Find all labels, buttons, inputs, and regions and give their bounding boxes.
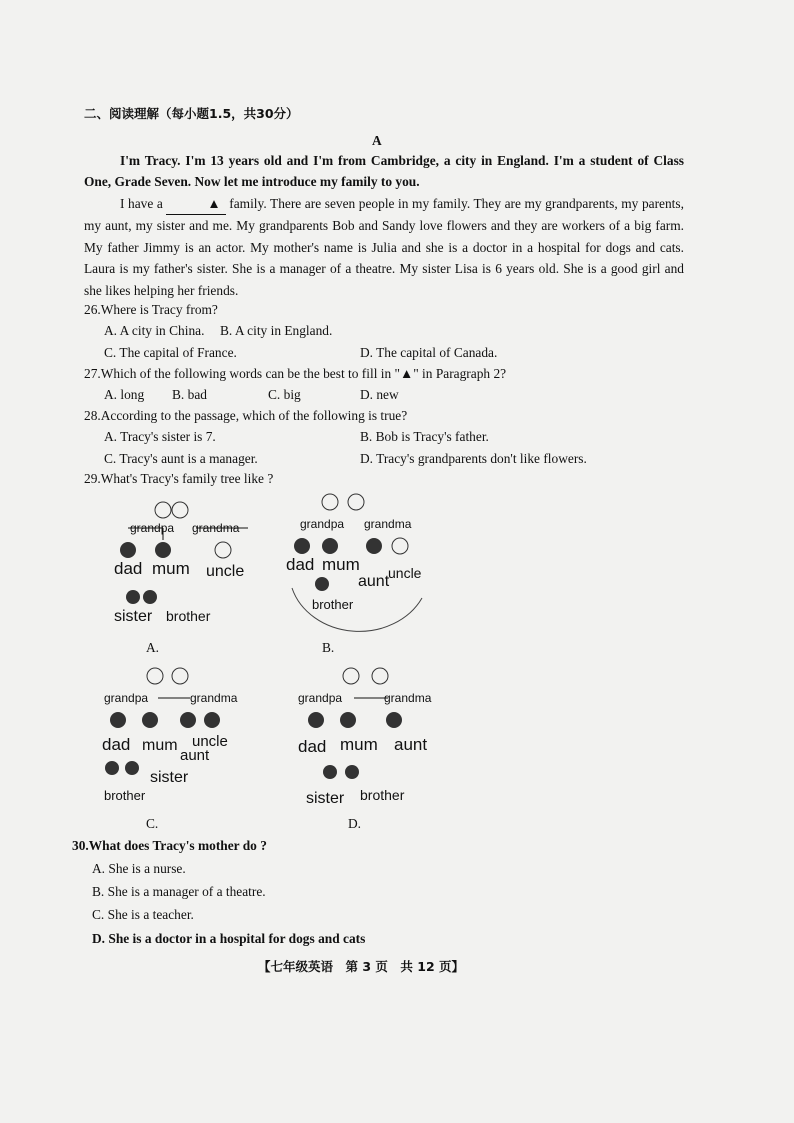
label-grandma: grandma — [190, 691, 238, 705]
q26-option-a: A. A city in China. — [104, 323, 205, 338]
dad-face-icon — [308, 712, 324, 728]
family-tree-c-graphic — [100, 662, 270, 812]
label-grandpa: grandpa — [300, 517, 345, 531]
label-dad: dad — [286, 555, 315, 574]
label-uncle: uncle — [388, 565, 422, 581]
label-grandma: grandma — [192, 521, 240, 535]
label-grandma: grandma — [384, 691, 432, 705]
label-grandpa: grandpa — [104, 691, 149, 705]
passage-label: A — [372, 133, 382, 148]
q26-option-b: B. A city in England. — [220, 323, 333, 338]
passage-paragraph-2 — [84, 193, 684, 301]
dad-face-icon — [110, 712, 126, 728]
section-heading: 二、阅读理解（每小题1.5，共30分） — [84, 106, 299, 121]
label-sister: sister — [306, 790, 345, 807]
grandma-face-icon — [348, 494, 364, 510]
label-mum: mum — [142, 737, 178, 754]
sister-face-icon — [126, 590, 140, 604]
label-sister: sister — [150, 769, 189, 786]
brother-face-icon — [315, 577, 329, 591]
grandma-face-icon — [372, 668, 388, 684]
question-29: 29.What's Tracy's family tree like ? — [84, 471, 274, 486]
label-brother: brother — [104, 788, 146, 803]
label-grandma: grandma — [364, 517, 412, 531]
q27-option-c: C. big — [268, 387, 301, 402]
aunt-face-icon — [386, 712, 402, 728]
label-aunt: aunt — [180, 747, 210, 764]
question-30: 30.What does Tracy's mother do ? — [72, 838, 267, 853]
q28-option-c: C. Tracy's aunt is a manager. — [104, 451, 258, 466]
uncle-face-icon — [215, 542, 231, 558]
grandpa-face-icon — [147, 668, 163, 684]
mum-face-icon — [340, 712, 356, 728]
paragraph-2-start: I have a — [120, 196, 163, 211]
label-brother: brother — [360, 787, 405, 803]
mum-face-icon — [142, 712, 158, 728]
uncle-face-icon — [392, 538, 408, 554]
aunt-face-icon — [204, 712, 220, 728]
sister-face-icon — [323, 765, 337, 779]
q28-option-a: A. Tracy's sister is 7. — [104, 429, 216, 444]
passage-paragraph-1: I'm Tracy. I'm 13 years old and I'm from Cambridge, a city in England. I'm a student of Class One, Grade Seven. Now let me introduce my family to you. — [84, 153, 684, 190]
q30-option-d: D. She is a doctor in a hospital for dogs and cats — [92, 931, 366, 946]
dad-face-icon — [120, 542, 136, 558]
paragraph-2-rest: family. There are seven people in my family. They are my grandparents, my parents, my aunt, my sister and me. My grandparents Bob and Sandy love flowers and they are workers of a big farm. My father Jimmy is an actor. My mother's name is Julia and she is a doctor in a hospital for dogs and cats. Laura is my father's sister. She is a manager of a theatre. My sister Lisa is 6 years old. She is a good girl and she likes helping her friends. — [84, 196, 684, 298]
label-dad: dad — [114, 559, 143, 578]
label-sister: sister — [114, 608, 153, 625]
q26-option-c: C. The capital of France. — [104, 345, 237, 360]
family-tree-b-graphic — [282, 488, 452, 640]
family-tree-b — [282, 488, 452, 640]
grandpa-face-icon — [322, 494, 338, 510]
q28-option-b: B. Bob is Tracy's father. — [360, 429, 489, 444]
label-mum: mum — [152, 559, 190, 578]
label-aunt: aunt — [394, 735, 428, 754]
grandma-face-icon — [172, 502, 188, 518]
tree-b-option-label: B. — [322, 640, 335, 655]
aunt-face-icon — [366, 538, 382, 554]
question-28: 28.According to the passage, which of the following is true? — [84, 408, 408, 423]
brother-face-icon — [345, 765, 359, 779]
label-grandpa: grandpa — [130, 521, 175, 535]
family-tree-a — [108, 492, 278, 632]
mum-face-icon — [155, 542, 171, 558]
q27-option-d: D. new — [360, 387, 399, 402]
question-26: 26.Where is Tracy from? — [84, 302, 218, 317]
label-uncle: uncle — [206, 563, 245, 580]
family-tree-a-graphic — [108, 492, 278, 632]
label-dad: dad — [102, 735, 131, 754]
family-tree-d-graphic — [296, 662, 466, 812]
grandpa-face-icon — [155, 502, 171, 518]
q27-option-a: A. long — [104, 387, 145, 402]
label-mum: mum — [340, 735, 378, 754]
label-aunt: aunt — [358, 573, 390, 590]
label-brother: brother — [312, 597, 354, 612]
grandpa-face-icon — [343, 668, 359, 684]
dad-face-icon — [294, 538, 310, 554]
q27-option-b: B. bad — [172, 387, 207, 402]
q30-option-c: C. She is a teacher. — [92, 907, 194, 922]
page-footer: 【七年级英语 第 3 页 共 12 页】 — [258, 959, 465, 974]
family-tree-c — [100, 662, 270, 812]
brother-face-icon — [143, 590, 157, 604]
label-dad: dad — [298, 737, 327, 756]
label-mum: mum — [322, 555, 360, 574]
sister-face-icon — [125, 761, 139, 775]
q30-option-b: B. She is a manager of a theatre. — [92, 884, 266, 899]
label-grandpa: grandpa — [298, 691, 343, 705]
label-brother: brother — [166, 608, 211, 624]
family-tree-d — [296, 662, 466, 812]
q26-option-d: D. The capital of Canada. — [360, 345, 498, 360]
label-uncle: uncle — [192, 733, 228, 750]
uncle-face-icon — [180, 712, 196, 728]
tree-c-option-label: C. — [146, 816, 159, 831]
grandma-face-icon — [172, 668, 188, 684]
q30-option-a: A. She is a nurse. — [92, 861, 186, 876]
mum-face-icon — [322, 538, 338, 554]
tree-d-option-label: D. — [348, 816, 362, 831]
q28-option-d: D. Tracy's grandparents don't like flowers. — [360, 451, 587, 466]
brother-face-icon — [105, 761, 119, 775]
question-27: 27.Which of the following words can be the best to fill in "▲" in Paragraph 2? — [84, 366, 507, 381]
tree-a-option-label: A. — [146, 640, 160, 655]
fill-blank-marker: ▲ — [166, 193, 225, 215]
